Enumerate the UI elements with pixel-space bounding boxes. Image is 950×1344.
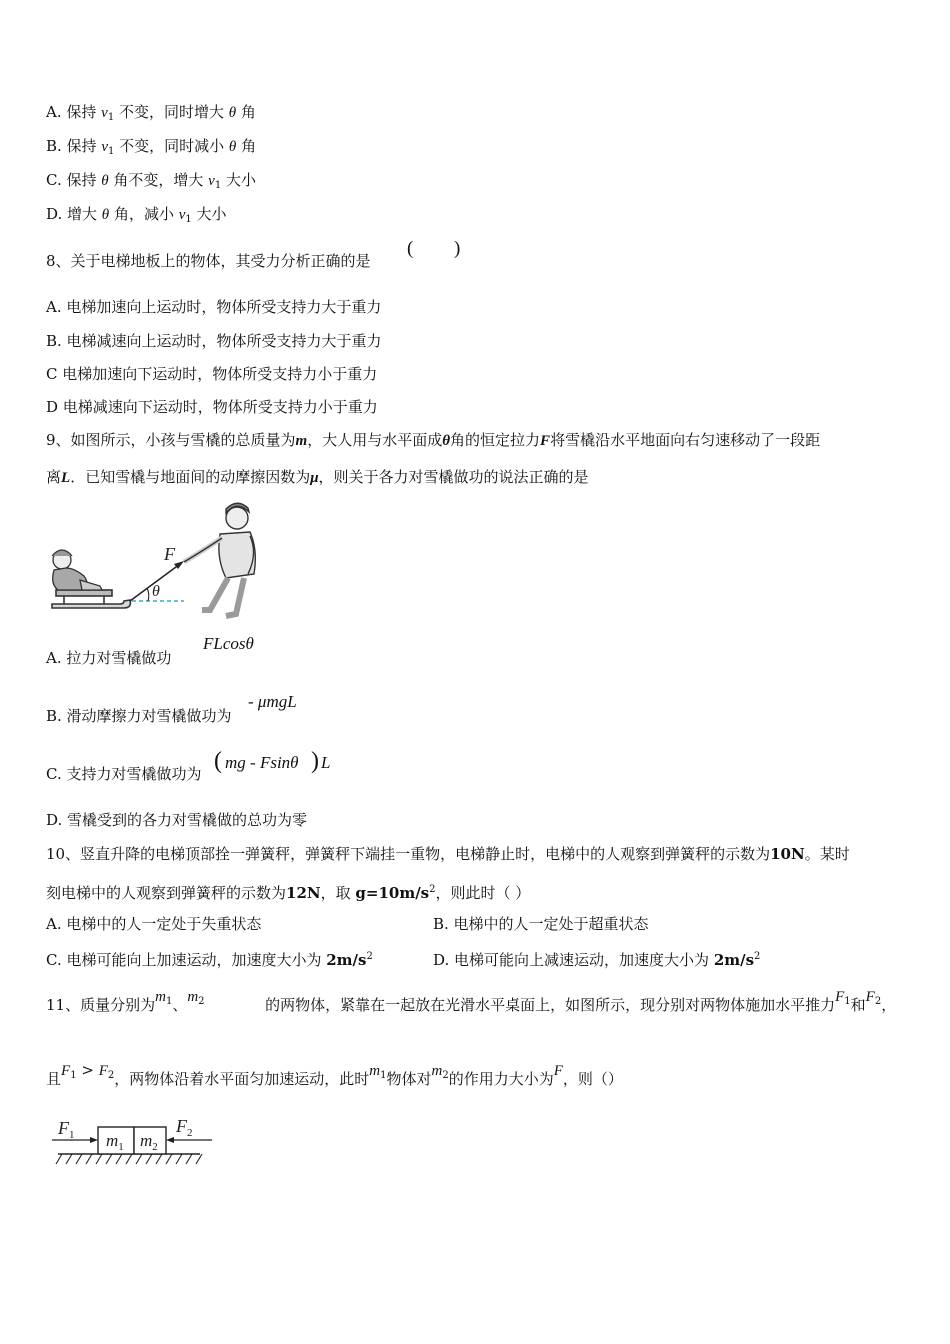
- q7-option-b: [46, 136, 256, 162]
- q10-option-c: [46, 947, 373, 970]
- velocity-symbol: v: [208, 173, 215, 189]
- reading-value: 12N: [286, 884, 321, 902]
- q9-option-b: B. 滑动摩擦力对雪橇做功为: [46, 707, 232, 725]
- superscript: 2: [429, 884, 436, 895]
- velocity-symbol: v: [101, 105, 108, 121]
- stem-text: 、: [172, 996, 188, 1014]
- stem-text: 将雪橇沿水平地面向右匀速移动了一段距: [550, 431, 821, 449]
- option-text: D. 增大: [46, 205, 102, 223]
- stem-text: 10、竖直升降的电梯顶部拴一弹簧秤，弹簧秤下端挂一重物，电梯静止时，电梯中的人观察到弹簧秤的示数为: [46, 845, 771, 863]
- q10-stem-line2: [46, 880, 530, 903]
- blocks-figure: [48, 1112, 218, 1168]
- masses-inline: [155, 989, 265, 1021]
- theta-symbol: θ: [101, 173, 109, 189]
- q8-stem: 8、关于电梯地板上的物体，其受力分析正确的是: [46, 252, 371, 270]
- option-text: 角，减小: [109, 205, 179, 223]
- gravity-value: g=10m/s: [355, 884, 430, 902]
- q7-option-d: [46, 204, 227, 230]
- stem-text: 的作用力大小为: [448, 1070, 554, 1088]
- q8-option-a: A. 电梯加速向上运动时，物体所受支持力大于重力: [46, 298, 382, 316]
- stem-text: 离: [46, 468, 62, 486]
- q9-option-d: D. 雪橇受到的各力对雪橇做的总功为零: [46, 811, 308, 829]
- adult: [184, 503, 255, 616]
- stem-text: ，则此时（ ）: [435, 884, 531, 902]
- greater-than: >: [81, 1061, 94, 1079]
- stem-text: ，两物体沿着水平面匀加速运动，此时: [114, 1070, 370, 1088]
- stem-text: ，则（）: [562, 1070, 623, 1088]
- stem-text: 9、如图所示，小孩与雪橇的总质量为: [46, 431, 296, 449]
- stem-text: 。某时: [804, 845, 850, 863]
- stem-text: ，: [881, 996, 897, 1014]
- q8-option-c: C 电梯加速向下运动时，物体所受支持力小于重力: [46, 365, 378, 383]
- paren-open: (: [214, 748, 222, 774]
- q10-option-d: [433, 947, 760, 970]
- stem-text: 的两物体，紧靠在一起放在光滑水平桌面上，如图所示，现分别对两物体施加水平推力: [265, 996, 836, 1014]
- option-text: 角不变，增大: [108, 171, 209, 189]
- mass-symbol: m: [155, 989, 166, 1005]
- q7-option-a: [46, 102, 256, 128]
- subscript: 1: [380, 1070, 387, 1081]
- stem-text: 刻电梯中的人观察到弹簧秤的示数为: [46, 884, 287, 902]
- q9-stem-line1: [46, 430, 820, 451]
- mass-symbol: m: [369, 1063, 381, 1079]
- option-text: 角: [236, 137, 257, 155]
- length-symbol: L: [61, 470, 71, 486]
- m1-label: $m_1$: [106, 1131, 124, 1153]
- option-text: A. 保持: [46, 103, 102, 121]
- f2-arrow-head: [166, 1137, 174, 1143]
- option-text: D. 电梯可能向上减速运动，加速度大小为: [433, 951, 714, 969]
- force-symbol: F: [553, 1063, 563, 1079]
- subscript: 2: [442, 1070, 449, 1081]
- work-expression-b: - μmgL: [248, 692, 297, 711]
- paren-close: ): [311, 748, 319, 774]
- angle-arc: [147, 588, 149, 601]
- subscript: 2: [874, 996, 882, 1007]
- ground-hatch: [56, 1154, 202, 1164]
- force-symbol: F: [540, 433, 551, 449]
- stem-text: 11、质量分别为: [46, 996, 156, 1014]
- force-symbol: F: [61, 1063, 71, 1079]
- theta-symbol: θ: [442, 433, 451, 449]
- superscript: 2: [366, 951, 373, 962]
- q10-option-a: A. 电梯中的人一定处于失重状态: [46, 915, 262, 933]
- q11-stem-line2: [46, 1061, 623, 1095]
- subscript: 1: [70, 1070, 77, 1081]
- q9-option-a: A. 拉力对雪橇做功: [46, 649, 172, 667]
- q10-option-b: B. 电梯中的人一定处于超重状态: [433, 915, 649, 933]
- mass-symbol: m: [187, 989, 199, 1005]
- subscript: 2: [107, 1070, 115, 1081]
- stem-text: ，大人用与水平面成: [307, 431, 443, 449]
- subscript: 1: [185, 214, 192, 225]
- child: [52, 550, 102, 590]
- sled: [52, 590, 130, 608]
- f1-label: $F_1$: [58, 1118, 75, 1141]
- superscript: 2: [754, 951, 761, 962]
- q7-option-c: [46, 170, 256, 196]
- option-text: 不变，同时减小: [114, 137, 229, 155]
- sled-figure: [44, 498, 269, 620]
- f2-label: $F_2$: [176, 1116, 193, 1139]
- q9-option-c: C. 支持力对雪橇做功为: [46, 765, 202, 783]
- theta-label: θ: [152, 583, 160, 600]
- q8-option-d: D 电梯减速向下运动时，物体所受支持力小于重力: [46, 398, 378, 416]
- force-label: F: [164, 544, 175, 564]
- subscript: 1: [107, 112, 115, 123]
- stem-text: ．已知雪橇与地面间的动摩擦因数为: [70, 468, 311, 486]
- option-text: B. 保持: [46, 137, 102, 155]
- option-text: C. 电梯可能向上加速运动，加速度大小为: [46, 951, 327, 969]
- q8-option-b: B. 电梯减速向上运动时，物体所受支持力大于重力: [46, 332, 382, 350]
- acceleration-value: 2m/s: [713, 951, 755, 969]
- stem-text: 且: [46, 1070, 62, 1088]
- work-expression-a: FLcosθ: [203, 634, 254, 653]
- f1-arrow-head: [90, 1137, 98, 1143]
- theta-symbol: θ: [228, 105, 237, 121]
- mu-symbol: μ: [310, 470, 319, 486]
- stem-text: 物体对: [386, 1070, 432, 1088]
- answer-paren-open: (: [407, 238, 414, 259]
- subscript: 1: [108, 146, 115, 157]
- subscript: 1: [165, 996, 173, 1007]
- option-text: 不变，同时增大: [114, 103, 229, 121]
- answer-paren-close: ): [454, 238, 461, 259]
- stem-text: 角的恒定拉力: [450, 431, 541, 449]
- theta-symbol: θ: [228, 139, 237, 155]
- theta-symbol: θ: [101, 207, 110, 223]
- q10-stem-line1: [46, 844, 850, 864]
- acceleration-value: 2m/s: [326, 951, 367, 969]
- work-expression-c: mg - Fsinθ: [225, 753, 299, 772]
- q9-stem-line2: [46, 467, 589, 488]
- velocity-symbol: v: [101, 139, 108, 155]
- velocity-symbol: v: [178, 207, 186, 223]
- length-symbol: L: [321, 753, 331, 772]
- stem-text: ，取: [320, 884, 356, 902]
- force-symbol: F: [865, 989, 875, 1005]
- stem-text: ，则关于各力对雪橇做功的说法正确的是: [318, 468, 589, 486]
- subscript: 2: [198, 996, 205, 1007]
- subscript: 1: [214, 180, 222, 191]
- force-symbol: F: [835, 989, 845, 1005]
- reading-value: 10N: [770, 845, 805, 863]
- mass-symbol: m: [431, 1063, 443, 1079]
- m2-label: $m_2$: [140, 1131, 158, 1153]
- option-text: 大小: [221, 171, 256, 189]
- option-text: 大小: [191, 205, 227, 223]
- stem-text: 和: [850, 996, 866, 1014]
- subscript: 1: [844, 996, 851, 1007]
- force-symbol: F: [98, 1063, 108, 1079]
- q11-stem-line1: [46, 989, 897, 1021]
- option-text: 角: [236, 103, 256, 121]
- mass-symbol: m: [295, 433, 308, 449]
- option-text: C. 保持: [46, 171, 102, 189]
